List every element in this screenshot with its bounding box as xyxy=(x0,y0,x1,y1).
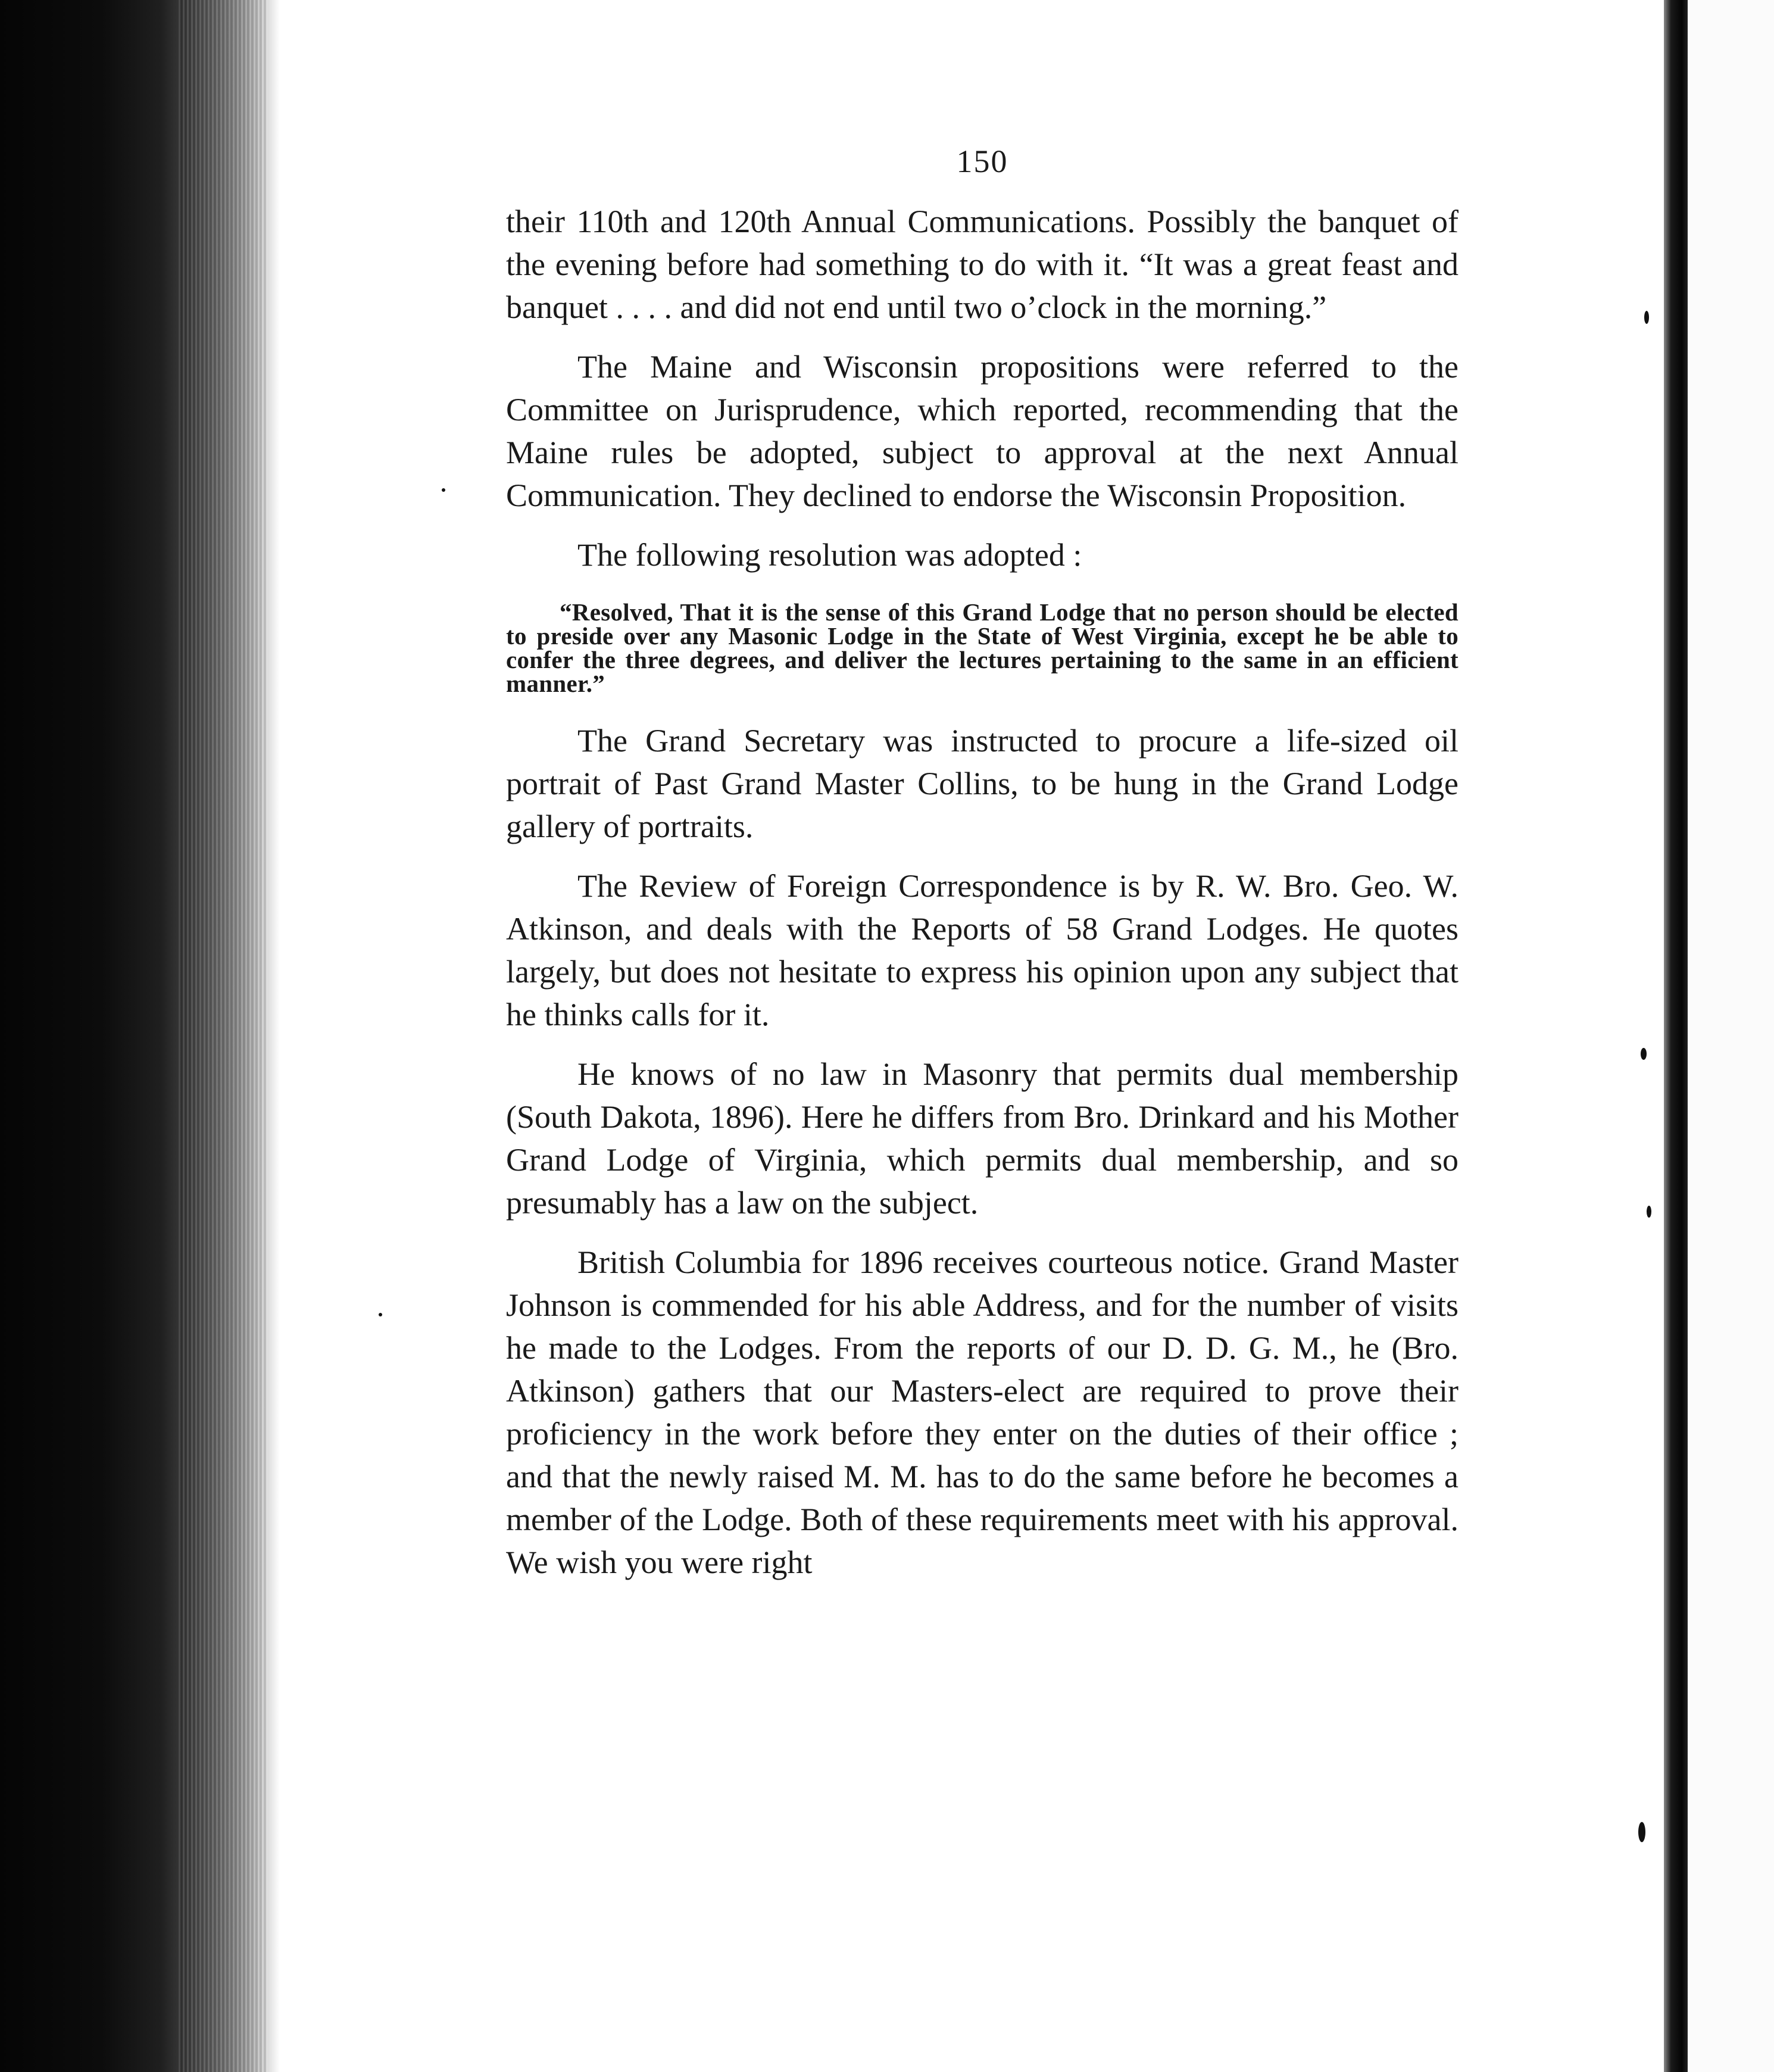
paragraph-1: their 110th and 120th Annual Communications. Possibly the banquet of the evening before had something to do with it. “It was a great feast and banquet . . . . and did not end until two o’clock in the morning.” xyxy=(506,204,1458,325)
paragraph-6: The Review of Foreign Correspondence is by R. W. Bro. Geo. W. Atkinson, and deals with the Reports of 58 Grand Lodges. He quotes largely, but does not hesitate to express his opinion upon any subject that he thinks calls for it. xyxy=(506,868,1458,1032)
scan-speck xyxy=(1638,1822,1645,1842)
right-page-edge xyxy=(1664,0,1688,2072)
paragraph-5: The Grand Secretary was instructed to procure a life-sized oil portrait of Past Grand Master Collins, to be hung in the Grand Lodge gallery of portraits. xyxy=(506,723,1458,844)
paragraph-8: British Columbia for 1896 receives courteous notice. Grand Master Johnson is commended for his able Address, and for the number of visits he made to the Lodges. From the reports of our D. D. G. M., he (Bro. Atkinson) gathers that our Masters-elect are required to prove their proficiency in the work before they enter on the duties of their office ; and that the newly raised M. M. has to do the same before he becomes a member of the Lodge. Both of these requirements meet with his approval. We wish you were right xyxy=(506,1244,1458,1580)
page-number: 150 xyxy=(956,143,1008,179)
scan-speck xyxy=(1641,1048,1647,1060)
text-column xyxy=(506,143,1458,1600)
paragraph-3: The following resolution was adopted : xyxy=(577,537,1082,573)
page-edges xyxy=(179,0,268,2072)
scan-speck xyxy=(442,488,445,492)
resolution-quote: “Resolved, That it is the sense of this Grand Lodge that no person should be elected to preside over any Masonic Lodge in the State of West Virginia, except he be able to confer the three degrees, and deliver the lectures pertaining to the same in an efficient manner.” xyxy=(506,598,1458,697)
scan-speck xyxy=(1647,1206,1651,1218)
paragraph-2: The Maine and Wisconsin propositions were referred to the Committee on Jurisprudence, which reported, recommending that the Maine rules be adopted, subject to approval at the next Annual Communication. They declined to endorse the Wisconsin Proposition. xyxy=(506,349,1458,513)
right-margin xyxy=(1688,0,1774,2072)
scan-speck xyxy=(379,1313,382,1316)
scan-speck xyxy=(1644,311,1649,324)
paragraph-7: He knows of no law in Masonry that permits dual membership (South Dakota, 1896). Here he differs from Bro. Drinkard and his Mother Grand Lodge of Virginia, which permits dual membership, and so presumably has a law on the subject. xyxy=(506,1056,1458,1221)
